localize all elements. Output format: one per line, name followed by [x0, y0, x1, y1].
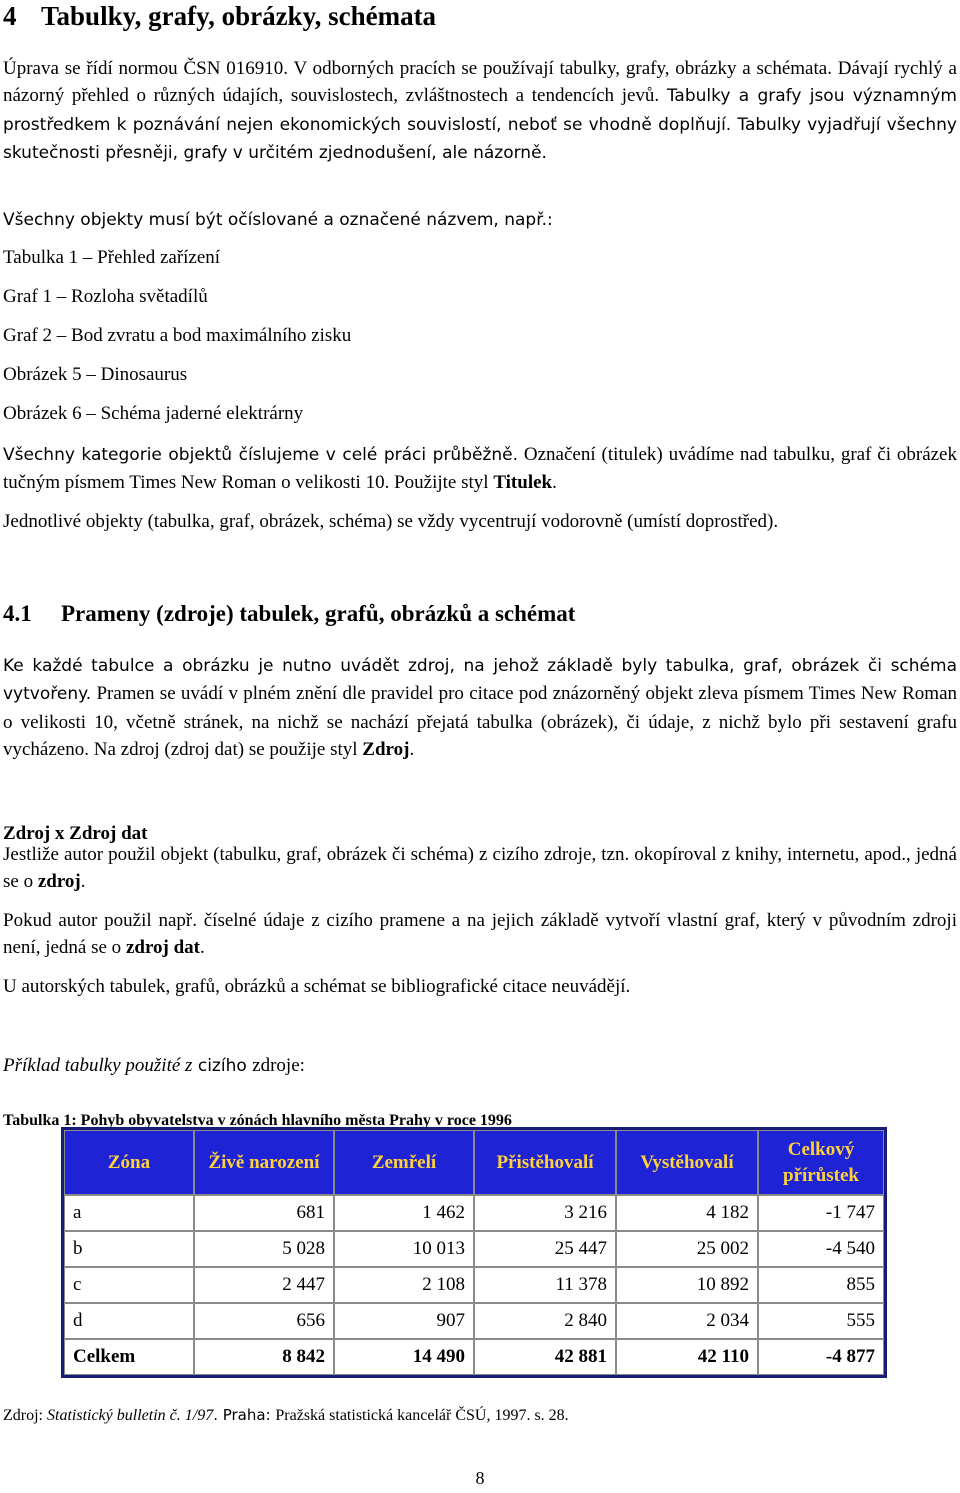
table-cell: Celkem	[64, 1339, 194, 1375]
section-heading	[3, 600, 575, 628]
table-cell: 10 892	[616, 1267, 758, 1303]
table-cell: -4 877	[758, 1339, 884, 1375]
table-total-row	[64, 1339, 884, 1375]
table-cell: 11 378	[474, 1267, 616, 1303]
chapter-number: 4	[3, 1, 17, 31]
population-table	[61, 1127, 887, 1378]
example-item-1: Tabulka 1 – Přehled zařízení	[3, 247, 221, 268]
table-cell: 42 110	[616, 1339, 758, 1375]
table-row	[64, 1231, 884, 1267]
subheading-zdroj-vs-zdroj-dat: Zdroj x Zdroj dat	[3, 823, 148, 844]
section-paragraph-4: U autorských tabulek, grafů, obrázků a schémat se bibliografické citace neuvádějí.	[3, 976, 631, 997]
section-p2-text: Jestliže autor použil objekt (tabulku, graf, obrázek či schéma) z cizího zdroje, tzn. okopíroval z knihy, internetu, apod., jedná se o	[3, 844, 957, 893]
example-label-italic: Příklad tabulky použité z	[3, 1055, 193, 1076]
table-cell: 2 034	[616, 1303, 758, 1339]
style-name-titulek: Titulek	[493, 472, 553, 494]
term-zdroj: zdroj	[37, 871, 81, 893]
table-cell: 42 881	[474, 1339, 616, 1375]
header-cell-pristehovali: Přistěhovalí	[474, 1130, 616, 1195]
section-paragraph-2	[3, 841, 957, 896]
table-cell: 1 462	[334, 1195, 474, 1231]
section-paragraph-1	[3, 652, 957, 764]
header-cell-vystehovali: Vystěhovalí	[616, 1130, 758, 1195]
table-cell: c	[64, 1267, 194, 1303]
table-cell: 855	[758, 1267, 884, 1303]
table-cell: a	[64, 1195, 194, 1231]
table-cell: 10 013	[334, 1231, 474, 1267]
table-cell: 555	[758, 1303, 884, 1339]
section-p1-part-a: Ke každé tabulce a obrázku je nutno uvádět zdroj, na jehož základě byly tabulka, graf, obrázek či schéma vytvořeny.	[3, 656, 957, 705]
term-zdroj-dat: zdroj dat	[125, 937, 200, 959]
section-p2-end: .	[80, 871, 86, 893]
intro-p3-end: .	[552, 472, 557, 494]
table-body	[64, 1195, 884, 1375]
example-label	[3, 1052, 305, 1080]
intro-paragraph-4: Jednotlivé objekty (tabulka, graf, obrázek, schéma) se vždy vycentrují vodorovně (umístí doprostřed).	[3, 511, 779, 532]
table-cell: 681	[194, 1195, 334, 1231]
section-paragraph-3	[3, 907, 957, 962]
header-cell-zemreli: Zemřelí	[334, 1130, 474, 1195]
table-cell: -4 540	[758, 1231, 884, 1267]
source-title: Statistický bulletin č. 1/97	[47, 1407, 214, 1424]
intro-paragraph-2: Všechny objekty musí být očíslované a označené názvem, např.:	[3, 210, 553, 230]
table-header	[64, 1130, 884, 1195]
table-cell: 8 842	[194, 1339, 334, 1375]
source-place: . Praha:	[213, 1406, 276, 1424]
table-header-row	[64, 1130, 884, 1195]
intro-paragraph-3	[3, 441, 957, 497]
table-cell: 2 447	[194, 1267, 334, 1303]
section-p3-text: Pokud autor použil např. číselné údaje z cizího pramene a na jejich základě vytvoří vlastní graf, který v původním zdroji není, jedná se o	[3, 910, 957, 959]
intro-p3-part-a: Všechny kategorie objektů číslujeme v celé práci průběžně.	[3, 445, 519, 465]
table-cell: 2 840	[474, 1303, 616, 1339]
example-item-2: Graf 1 – Rozloha světadílů	[3, 286, 208, 307]
source-prefix: Zdroj:	[3, 1407, 47, 1424]
table-cell: 14 490	[334, 1339, 474, 1375]
table-cell: 5 028	[194, 1231, 334, 1267]
table-row	[64, 1195, 884, 1231]
chapter-heading	[3, 0, 436, 32]
table-cell: 25 002	[616, 1231, 758, 1267]
table-row	[64, 1267, 884, 1303]
intro-p3-part-b: Označení (titulek) uvádíme nad tabulku, graf či obrázek tučným písmem Times New Roman o velikosti 10. Použijte styl	[3, 444, 957, 494]
table-cell: 3 216	[474, 1195, 616, 1231]
example-item-3: Graf 2 – Bod zvratu a bod maximálního zisku	[3, 325, 352, 346]
table-cell: 907	[334, 1303, 474, 1339]
example-item-4: Obrázek 5 – Dinosaurus	[3, 364, 188, 385]
section-number: 4.1	[3, 601, 32, 626]
table-row	[64, 1303, 884, 1339]
header-cell-celkovy-prirustek: Celkový přírůstek	[758, 1130, 884, 1195]
style-name-zdroj: Zdroj	[362, 739, 410, 761]
example-label-sans: cizího	[192, 1056, 253, 1076]
intro-p1-part-a: Úprava se řídí normou ČSN 016910. V odborných pracích se používají tabulky, grafy, obrázky a schémata. Dávají rychlý a názorný přehled o různých údajích, souvislostech, zvláštnostech a tendencích jevů.	[3, 58, 957, 107]
section-p1-part-b: Pramen se uvádí v plném znění dle pravidel pro citace pod znázorněný objekt zleva písmem Times New Roman o velikosti 10, včetně stránek, na nichž se nachází přejatá tabulka (obrázek), či údaje, z nichž bylo při sestavení grafu vycházeno. Na zdroj (zdroj dat) se použije styl	[3, 683, 957, 761]
table-cell: d	[64, 1303, 194, 1339]
section-title: Prameny (zdroje) tabulek, grafů, obrázků a schémat	[61, 601, 576, 626]
section-p1-end: .	[409, 739, 415, 761]
table-caption: Tabulka 1: Pohyb obyvatelstva v zónách hlavního města Prahy v roce 1996	[3, 1112, 512, 1129]
page-number: 8	[475, 1468, 485, 1488]
header-cell-zona: Zóna	[64, 1130, 194, 1195]
table-cell: b	[64, 1231, 194, 1267]
table-cell: -1 747	[758, 1195, 884, 1231]
example-item-5: Obrázek 6 – Schéma jaderné elektrárny	[3, 403, 304, 424]
table-cell: 2 108	[334, 1267, 474, 1303]
intro-p1-part-b: Tabulky a grafy jsou významným prostředkem k poznávání nejen ekonomických souvislostí, neboť se vhodně doplňují. Tabulky vyjadřují všechny skutečnosti přesněji, grafy v určitém zjednodušení, ale názorně.	[3, 86, 957, 164]
table-cell: 4 182	[616, 1195, 758, 1231]
table-cell: 25 447	[474, 1231, 616, 1267]
intro-paragraph-1	[3, 55, 957, 168]
chapter-title: Tabulky, grafy, obrázky, schémata	[41, 1, 437, 31]
table-cell: 656	[194, 1303, 334, 1339]
header-cell-zive-narozeni: Živě narození	[194, 1130, 334, 1195]
example-label-end: zdroje:	[252, 1055, 305, 1076]
source-publisher: Pražská statistická kancelář ČSÚ, 1997. s. 28.	[275, 1407, 569, 1424]
section-p3-end: .	[200, 937, 205, 959]
table-source	[3, 1404, 569, 1427]
